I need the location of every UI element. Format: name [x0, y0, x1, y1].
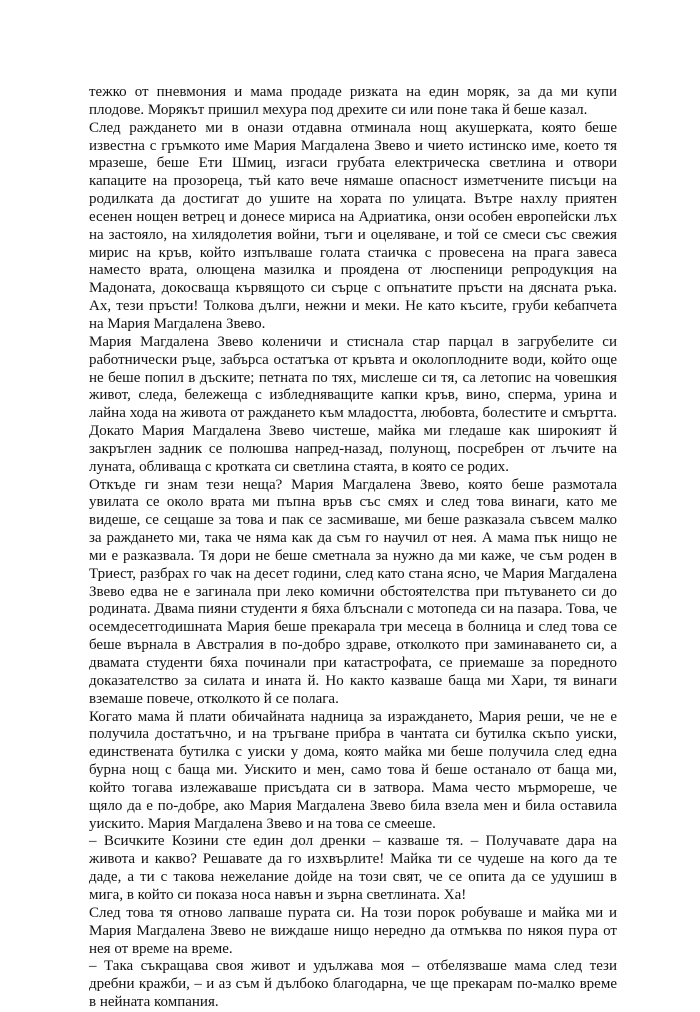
paragraph-2: След раждането ми в онази отдавна отминала нощ акушерката, която беше известна с гръмкото име Мария Магдалена Звево и чието истинско име, което тя мразеше, беше Ети Шмиц, изгаси грубата електрическа светлина и отвори капаците на прозореца, тъй като вече нямаше опасност изметчените писъци на родилката да достигат до ушите на хората по улицата. Вътре нахлу приятен есенен нощен ветрец и донесе мириса на Адриатика, онзи особен европейски лъх на застояло, на хилядолетия войни, тъги и оцеляване, и той се смеси със свежия мирис на кръв, който изпълваше голата стаичка с провесена на прага завеса наместо врата, олющена мазилка и проядена от люспеници репродукция на Мадоната, докосваща кървящото си сърце с опънатите пръсти на дясната ръка. Ах, тези пръсти! Толкова дълги, нежни и меки. Не като късите, груби кебапчета на Мария Магдалена Звево. — [89, 119, 617, 332]
paragraph-4: Откъде ги знам тези неща? Мария Магдалена Звево, която беше размотала увилата се около врата ми пъпна връв със смях и след това винаги, като ме видеше, се сещаше за това и пак се засмиваше, ми беше разказала съвсем малко за раждането ми, така че няма как да съм го научил от нея. А мама пък нищо не ми е разказвала. Тя дори не беше сметнала за нужно да ми каже, че съм роден в Триест, разбрах го чак на десет години, след като стана ясно, че Мария Магдалена Звево едва не е загинала при леко комични обстоятелства при пътуването си до родината. Двама пияни студенти я бяха блъснали с мотопеда си на пазара. Това, че осемдесетгодишната Мария беше прекарала три месеца в болница и след това се беше върнала в Австралия в по-добро здраве, отколкото при заминаването си, а двамата студенти бяха починали при катастрофата, се приемаше за поредното доказателство за силата и ината й. Но както казваше баща ми Хари, тя винаги вземаше повече, отколкото й се полага. — [89, 476, 617, 707]
body-text — [89, 84, 617, 1012]
paragraph-8: – Така съкращава своя живот и удължава моя – отбелязваше мама след тези дребни кражби, – и аз съм й дълбоко благодарна, че ще прекарам по-малко време в нейната компания. — [89, 958, 617, 1011]
paragraph-3: Мария Магдалена Звево коленичи и стиснала стар парцал в загрубелите си работнически ръце, забърса остатъка от кръвта и околоплодните води, който още не беше попил в дъските; петната по тях, мислеше си тя, са летопис на човешкия живот, следа, бележеща с избледняващите капки кръв, вино, сперма, урина и лайна хода на живота от раждането към младостта, любовта, болестите и смъртта. Докато Мария Магдалена Звево чистеше, майка ми гледаше как широкият й закръглен задник се полюшва напред-назад, полунощ, посребрен от лъчите на луната, обливаща с кротката си светлина стаята, в която се родих. — [89, 333, 617, 475]
paragraph-6: – Всичките Козини сте един дол дренки – казваше тя. – Получавате дара на живота и какво? Решавате да го изхвърлите! Майка ти се чудеше на кого да те даде, а ти с такова нежелание дойде на този свят, че се опита да се удушиш в мига, в който си показа носа навън и зърна светлината. Ха! — [89, 833, 617, 903]
paragraph-5: Когато мама й плати обичайната надница за израждането, Мария реши, че не е получила достатъчно, и на тръгване прибра в чантата си бутилка скъпо уиски, единствената бутилка с уиски у дома, която майка ми беше получила след една бурна нощ с баща ми. Уискито и мен, само това й беше останало от баща ми, който тогава излежаваше присъдата си в затвора. Мама често мърмореше, че щяло да е по-добре, ако Мария Магдалена Звево била взела мен и била оставила уискито. Мария Магдалена Звево и на това се смееше. — [89, 708, 617, 832]
paragraph-1: тежко от пневмония и мама продаде ризката на един моряк, за да ми купи плодове. Морякът пришил мехура под дрехите си или поне така й беше казал. — [89, 84, 617, 118]
paragraph-7: След това тя отново лапваше пурата си. На този порок робуваше и майка ми и Мария Магдалена Звево не виждаше нищо нередно да отмъква по някоя пура от нея от време на време. — [89, 904, 617, 957]
